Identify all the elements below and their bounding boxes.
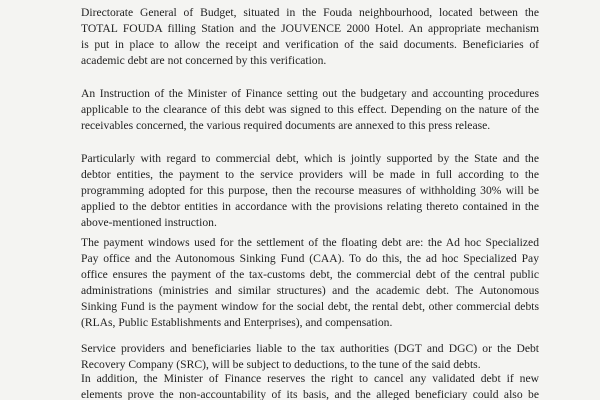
paragraph-2-line-3: receivables concerned, the various required documents are annexed to this press release.: [81, 119, 491, 132]
paragraph-4-line-1: The payment windows used for the settlement of the floating debt are: the Ad hoc Specialized: [81, 236, 539, 249]
paragraph-5: [81, 341, 539, 373]
paragraph-4-line-5: Sinking Fund is the payment window for the social debt, the rental debt, other commercial debts: [81, 300, 539, 313]
paragraph-5-line-1: Service providers and beneficiaries liable to the tax authorities (DGT and DGC) or the Debt: [81, 342, 539, 355]
paragraph-1-line-1: Directorate General of Budget, situated in the Fouda neighbourhood, located between the: [81, 6, 539, 19]
paragraph-3-line-1: Particularly with regard to commercial debt, which is jointly supported by the State and the: [81, 152, 539, 165]
paragraph-6: [81, 371, 539, 400]
paragraph-4-line-6: (RLAs, Public Establishments and Enterprises), and compensation.: [81, 316, 393, 329]
paragraph-6-line-1: In addition, the Minister of Finance reserves the right to cancel any validated debt if new: [81, 372, 539, 385]
paragraph-2-line-1: An Instruction of the Minister of Finance setting out the budgetary and accounting procedures: [81, 87, 539, 100]
paragraph-2: [81, 86, 539, 134]
cropped-top-line: [81, 0, 539, 4]
paragraph-1: [81, 5, 539, 69]
paragraph-4-line-4: administrations (ministries and similar structures) and the academic debt. The Autonomous: [81, 284, 539, 297]
paragraph-2-line-2: applicable to the clearance of this debt was signed to this effect. Depending on the nature of the: [81, 103, 539, 116]
paragraph-3-line-2: debtor entities, the payment to the service providers will be made in full according to the: [81, 168, 539, 181]
paragraph-6-line-2: elements prove the non-accountability of its basis, and the alleged beneficiary could also be: [81, 388, 539, 400]
paragraph-3-line-5: above-mentioned instruction.: [81, 216, 217, 229]
paragraph-3: [81, 151, 539, 231]
paragraph-1-line-2: TOTAL FOUDA filling Station and the JOUVENCE 2000 Hotel. An appropriate mechanism: [81, 22, 539, 35]
paragraph-3-line-3: programming adopted for this purpose, then the recourse measures of withholding 30% will be: [81, 184, 539, 197]
paragraph-3-line-4: applied to the debtor entities in accordance with the provisions relating thereto contained in the: [81, 200, 539, 213]
paragraph-5-line-2: Recovery Company (SRC), will be subject to deductions, to the tune of the said debts.: [81, 358, 481, 371]
paragraph-1-line-3: is put in place to allow the receipt and verification of the said documents. Beneficiaries of: [81, 38, 539, 51]
paragraph-4-line-3: office ensures the payment of the tax-customs debt, the commercial debt of the central public: [81, 268, 539, 281]
paragraph-4: [81, 235, 539, 331]
paragraph-1-line-4: academic debt are not concerned by this verification.: [81, 54, 327, 67]
paragraph-4-line-2: Pay office and the Autonomous Sinking Fund (CAA). To do this, the ad hoc Specialized Pay: [81, 252, 539, 265]
